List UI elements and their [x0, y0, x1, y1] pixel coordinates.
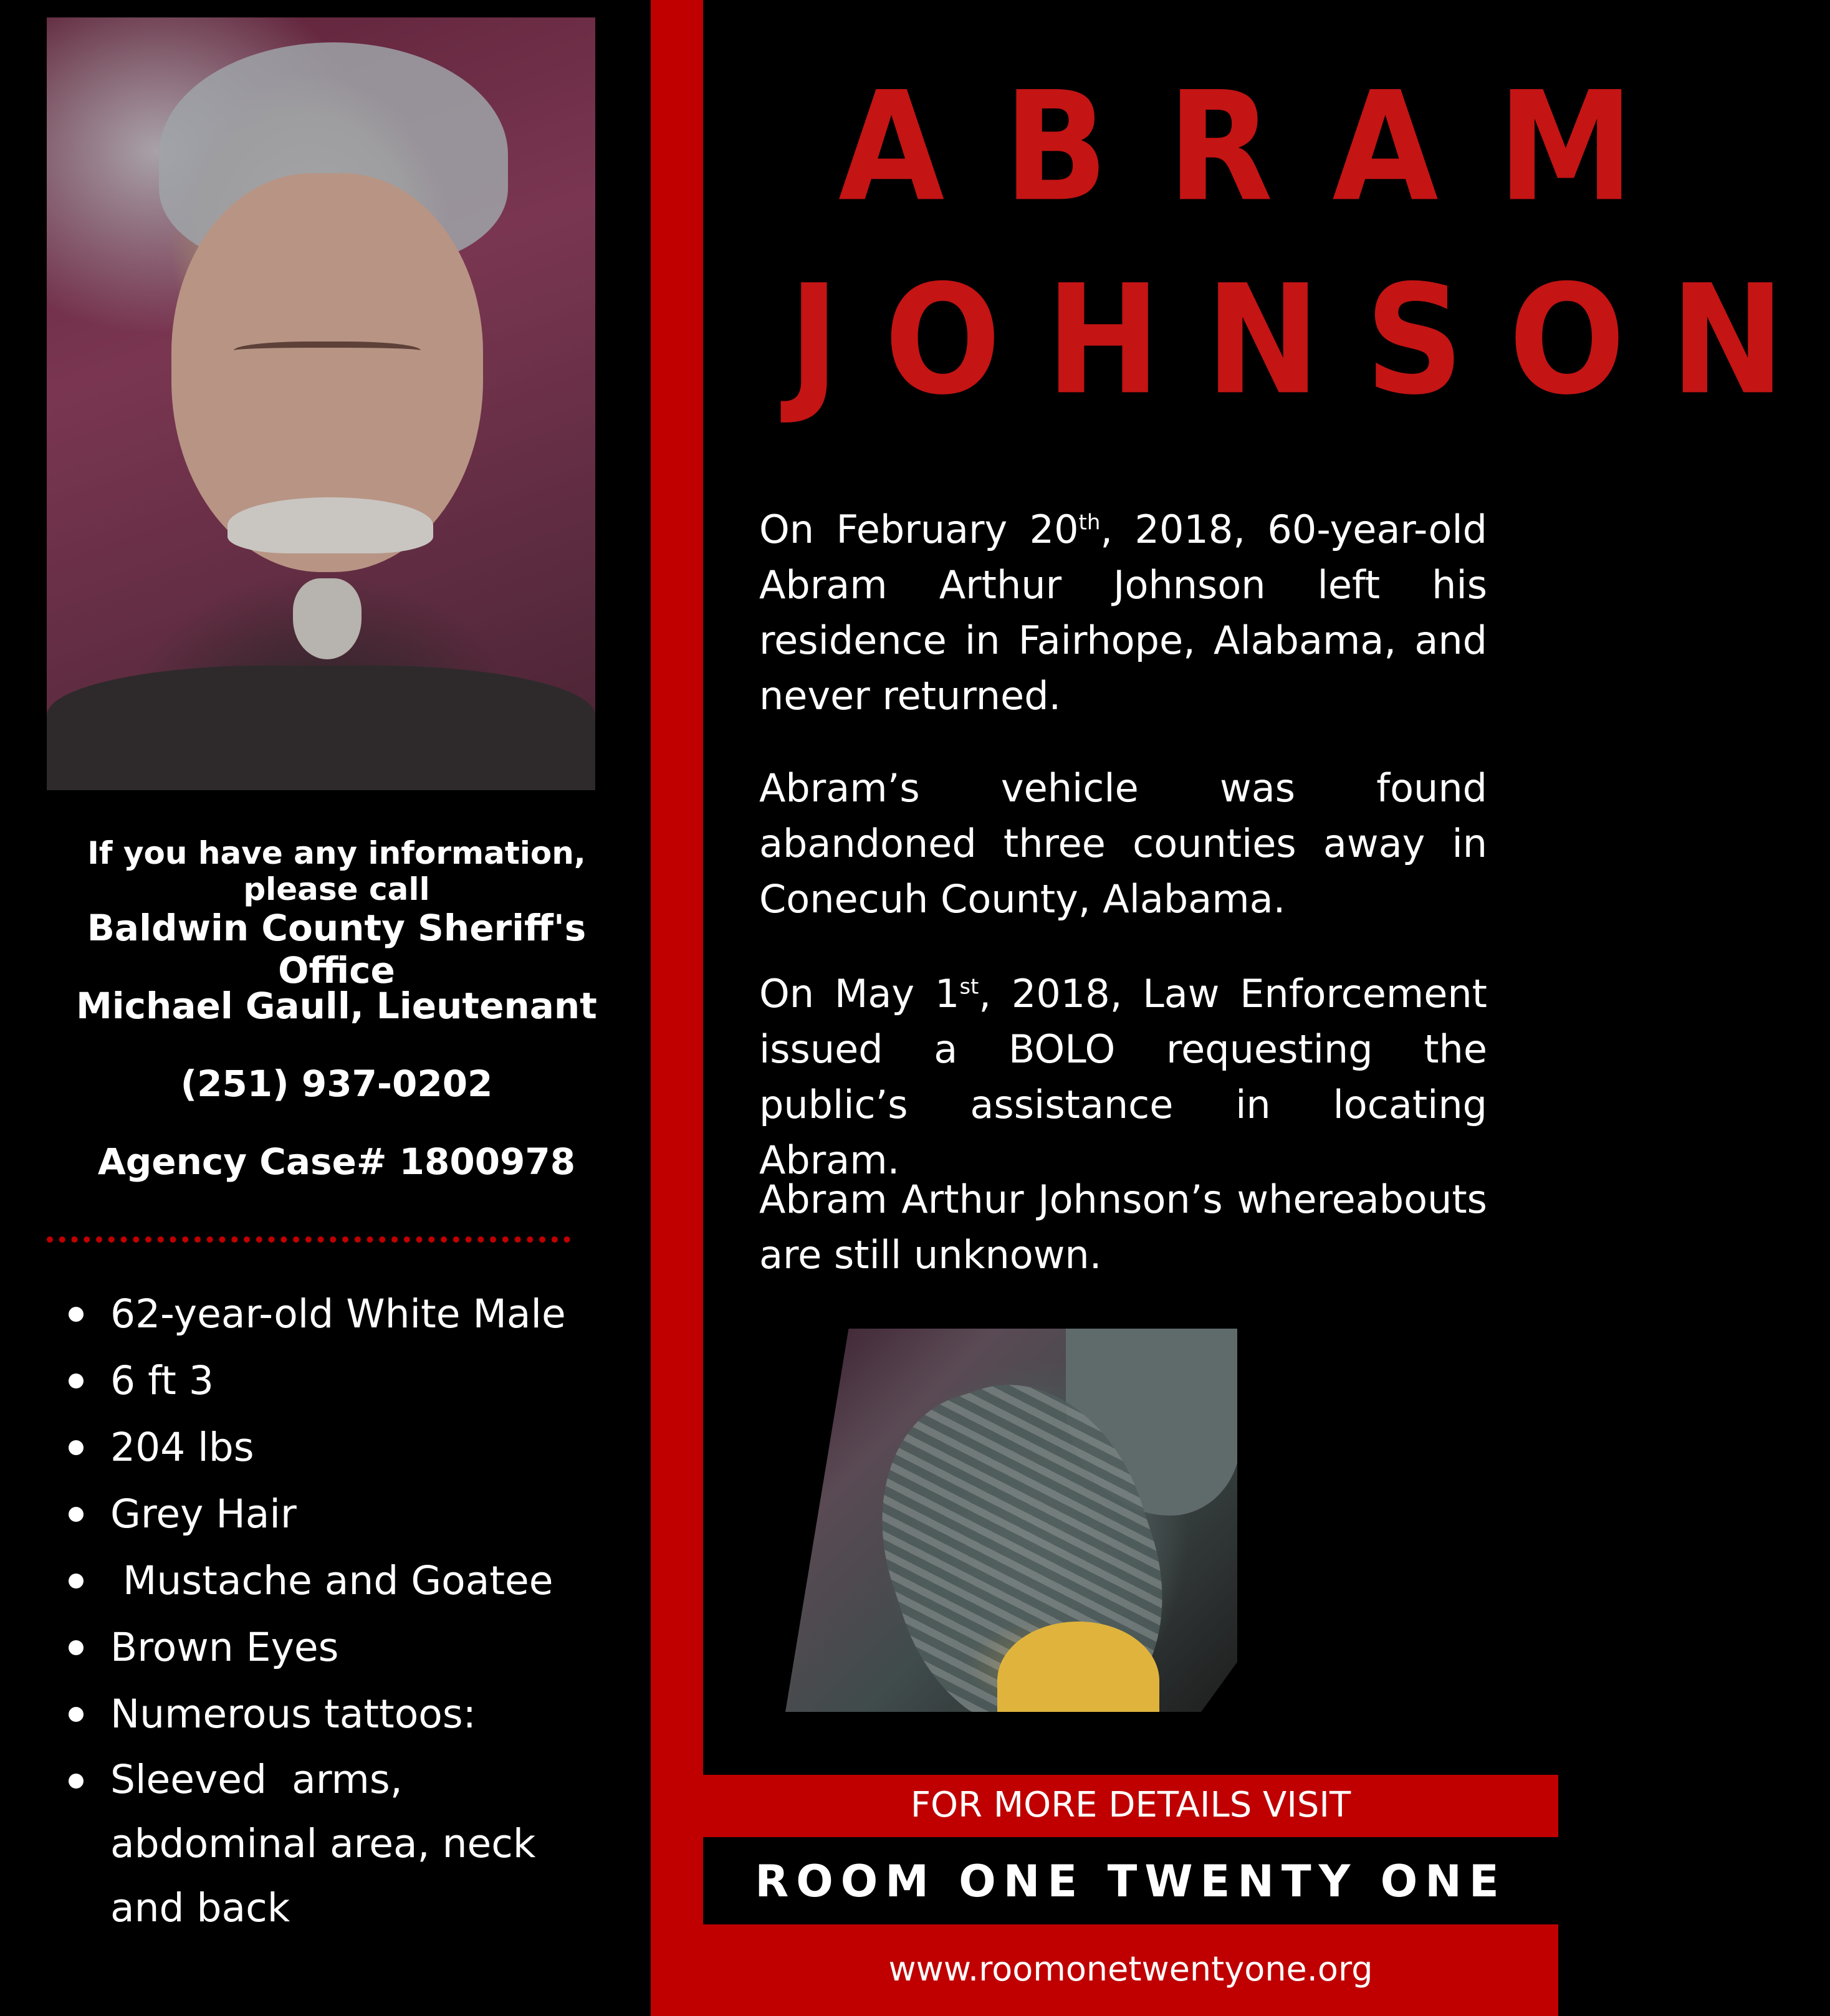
title-last-name: JOHNSON [788, 252, 1830, 428]
fact-facial-hair: Mustache and Goatee [56, 1547, 617, 1614]
story-paragraph-1 [759, 502, 1487, 724]
story-p3-end: , 2018, Law Enforcement issued a BOLO requesting the public’s assistance in locating Abram. [759, 971, 1487, 1183]
contact-prompt: If you have any information, please call [87, 835, 586, 907]
tattoo-photo [785, 1329, 1237, 1712]
story-p1-superscript: th [1078, 510, 1101, 535]
story-p3-start: On May 1 [759, 971, 960, 1016]
description-list [56, 1281, 617, 1940]
fact-eyes: Brown Eyes [56, 1614, 617, 1681]
story-paragraph-4: Abram Arthur Johnson’s whereabouts are still unknown. [759, 1177, 1487, 1278]
fact-tattoos: Numerous tattoos: [56, 1681, 617, 1747]
story-paragraph-2: Abram’s vehicle was found abandoned three counties away in Conecuh County, Alabama. [759, 765, 1487, 922]
fact-age: 62-year-old White Male [56, 1281, 617, 1347]
footer-brand-band [703, 1837, 1558, 1924]
red-divider-bar [651, 0, 703, 2016]
footer-visit-text: FOR MORE DETAILS VISIT [910, 1785, 1351, 1825]
footer-url-band [703, 1924, 1558, 2016]
footer-visit-band [703, 1775, 1558, 1837]
title-first-name: ABRAM [838, 59, 1693, 235]
fact-height: 6 ft 3 [56, 1347, 617, 1414]
footer-brand-text: ROOM ONE TWENTY ONE [755, 1856, 1507, 1907]
tattoo-photo-object [997, 1622, 1159, 1740]
contact-agency: Baldwin County Sheriff's Office [87, 907, 587, 991]
contact-officer: Michael Gaull, Lieutenant [76, 985, 597, 1027]
portrait-shirt [47, 666, 595, 790]
dotted-divider [47, 1236, 570, 1243]
contact-case-number: Agency Case# 1800978 [97, 1140, 576, 1183]
story-paragraph-3 [759, 966, 1487, 1188]
story-p1-start: On February 20 [759, 507, 1079, 552]
footer-url-link[interactable]: www.roomonetwentyone.org [888, 1949, 1373, 1989]
fact-tattoo-locations: Sleeved arms, abdominal area, neck and back [56, 1747, 617, 1940]
portrait-goatee [293, 578, 362, 659]
portrait-mustache [228, 497, 433, 553]
story-p3-superscript: st [959, 974, 979, 1000]
portrait-photo [47, 17, 595, 760]
fact-weight: 204 lbs [56, 1414, 617, 1481]
fact-hair: Grey Hair [56, 1481, 617, 1547]
story-p1-end: , 2018, 60-year-old Abram Arthur Johnson left his residence in Fairhope, Alabama, and never returned. [759, 507, 1487, 719]
portrait-eyes [234, 342, 421, 364]
contact-phone[interactable]: (251) 937-0202 [180, 1063, 493, 1105]
